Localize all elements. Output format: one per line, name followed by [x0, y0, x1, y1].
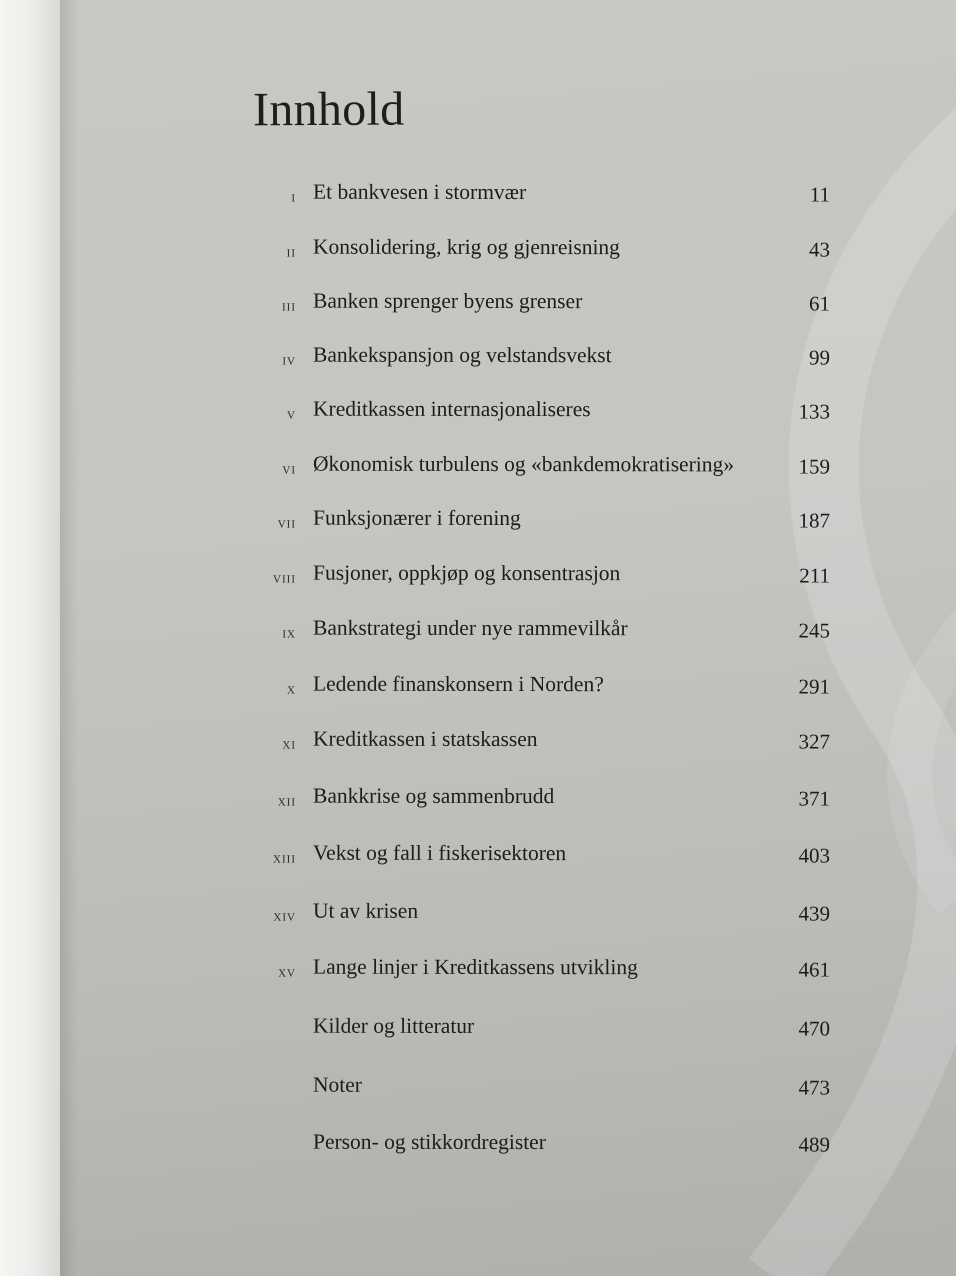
chapter-title: Bankkrise og sammenbrudd: [312, 783, 555, 809]
chapter-numeral: xi: [282, 736, 297, 753]
toc-entry: [200, 783, 831, 824]
page-number: 371: [798, 786, 831, 811]
toc-entry: [200, 840, 831, 881]
chapter-title: Kreditkassen i statskassen: [312, 726, 538, 752]
page-number: 187: [798, 508, 831, 533]
contents-page: [60, 0, 956, 1276]
toc-entry: [200, 560, 831, 601]
chapter-numeral: xiv: [273, 908, 297, 925]
chapter-numeral: ii: [286, 244, 297, 261]
toc-entry: [200, 726, 831, 767]
toc-entry: [200, 342, 831, 383]
page-number: 245: [798, 618, 831, 643]
page-number: 439: [798, 901, 831, 926]
chapter-title: Økonomisk turbulens og «bankdemokratisering»: [312, 451, 735, 477]
book-spine-gutter: [0, 0, 60, 1276]
page-title: Innhold: [252, 82, 405, 137]
page-number: 461: [798, 957, 831, 982]
chapter-title: Lange linjer i Kreditkassens utvikling: [312, 954, 638, 980]
toc-entry: [200, 234, 831, 275]
chapter-title: Vekst og fall i fiskerisektoren: [312, 840, 567, 866]
chapter-title: Banken sprenger byens grenser: [312, 288, 583, 314]
toc-entry: [200, 179, 831, 220]
chapter-numeral: viii: [273, 570, 297, 587]
chapter-title: Konsolidering, krig og gjenreisning: [312, 234, 620, 260]
toc-entry: [200, 451, 831, 492]
chapter-title: Kreditkassen internasjonaliseres: [312, 396, 591, 422]
page-number: 11: [809, 182, 831, 207]
chapter-numeral: iii: [281, 298, 297, 315]
toc-entry: [200, 1129, 831, 1170]
chapter-title: Ledende finanskonsern i Norden?: [312, 671, 604, 697]
chapter-numeral: iv: [282, 352, 297, 369]
page-number: 159: [798, 454, 831, 479]
page-number: 473: [798, 1075, 831, 1100]
toc-entry: [200, 615, 831, 656]
page-number: 489: [798, 1132, 831, 1157]
chapter-title: Noter: [312, 1072, 362, 1097]
page-number: 61: [808, 291, 831, 316]
page-number: 327: [798, 729, 831, 754]
chapter-numeral: xv: [278, 964, 297, 981]
chapter-title: Et bankvesen i stormvær: [312, 179, 527, 205]
toc-entry: [200, 288, 831, 329]
chapter-title: Bankstrategi under nye rammevilkår: [312, 615, 628, 641]
page-number: 133: [798, 399, 831, 424]
chapter-numeral: x: [287, 681, 297, 698]
page-number: 43: [808, 237, 831, 262]
toc-entry: [200, 671, 831, 712]
page-number: 211: [799, 563, 831, 588]
chapter-title: Bankekspansjon og velstandsvekst: [312, 342, 612, 368]
chapter-numeral: vii: [277, 515, 297, 532]
chapter-numeral: i: [291, 189, 297, 206]
chapter-numeral: xiii: [273, 850, 297, 867]
chapter-title: Fusjoner, oppkjøp og konsentrasjon: [312, 560, 621, 586]
chapter-numeral: xii: [277, 793, 297, 810]
toc-entry: [200, 1072, 831, 1113]
toc-entry: [200, 396, 831, 437]
page-number: 403: [798, 843, 831, 868]
chapter-title: Funksjonærer i forening: [312, 505, 521, 531]
toc-entry: [200, 898, 831, 939]
page-number: 470: [798, 1016, 831, 1041]
toc-entry: [200, 954, 831, 995]
table-of-contents: [60, 0, 956, 1276]
toc-entry: [200, 1013, 831, 1054]
chapter-numeral: ix: [282, 625, 297, 642]
chapter-title: Person- og stikkordregister: [312, 1129, 546, 1155]
chapter-title: Ut av krisen: [312, 898, 419, 923]
toc-entry: [200, 505, 831, 546]
page-number: 291: [798, 674, 831, 699]
chapter-title: Kilder og litteratur: [312, 1013, 475, 1038]
page-number: 99: [808, 345, 831, 370]
chapter-numeral: v: [287, 406, 297, 423]
chapter-numeral: vi: [282, 461, 297, 478]
